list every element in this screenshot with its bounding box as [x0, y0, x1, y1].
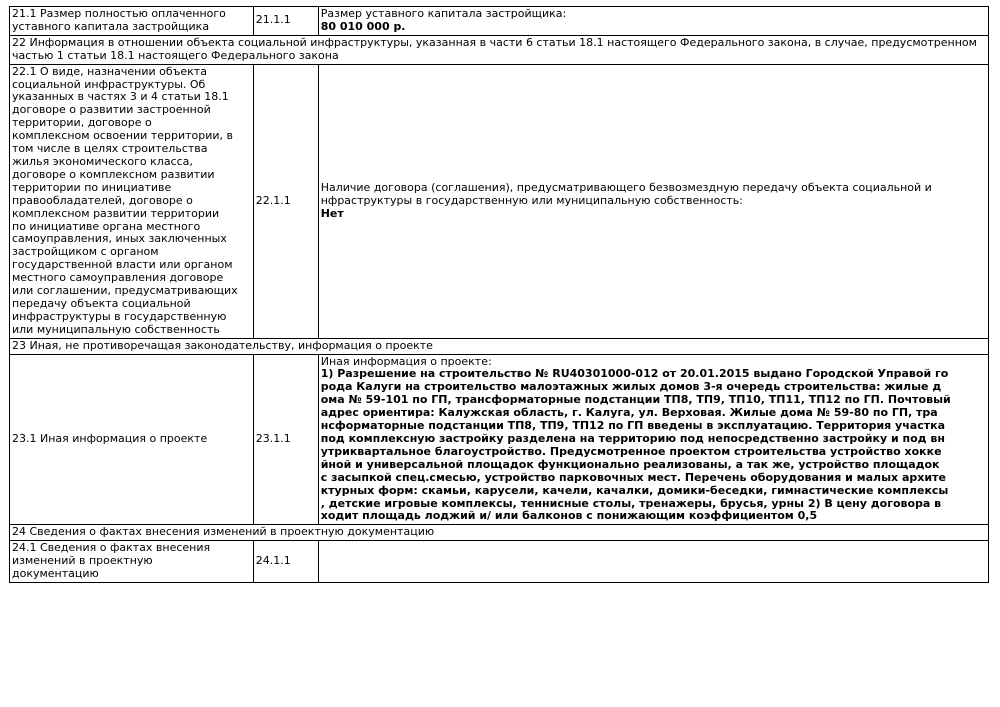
row-code: 21.1.1	[253, 7, 318, 36]
row-code: 22.1.1	[253, 64, 318, 338]
table-row-22-1	[10, 64, 989, 338]
row-value-cell	[318, 354, 988, 525]
section-header-row-23	[10, 338, 989, 354]
value-title: Размер уставного капитала застройщика:	[320, 7, 567, 20]
row-label: 21.1 Размер полностью оплаченного уставного капитала застройщика	[10, 7, 254, 36]
row-code: 23.1.1	[253, 354, 318, 525]
table-row-24-1	[10, 541, 989, 583]
section-header-row-22	[10, 35, 989, 64]
value-text: Нет	[320, 206, 344, 220]
row-label: 23.1 Иная информация о проекте	[10, 354, 254, 525]
row-label: 22.1 О виде, назначении объекта социальной инфраструктуры. Об указанных в частях 3 и 4 статьи 18.1 договоре о развитии застроенной территории, договоре о комплексном освоении территории, в том числе в целях строительства жилья экономического класса, договоре о комплексном развитии территории по инициативе правообладателей, договоре о комплексном развитии территории по инициативе органа местного самоуправления, иных заключенных застройщиком с органом государственной власти или органом местного самоуправления договоре или соглашении, предусматривающих передачу объекта социальной инфраструктуры в государственную или муниципальную собственность	[10, 64, 254, 338]
table-row-23-1	[10, 354, 989, 525]
value-title: Иная информация о проекте:	[320, 354, 492, 368]
section-header: 22 Информация в отношении объекта социальной инфраструктуры, указанная в части 6 статьи 18.1 настоящего Федерального закона, в случае, предусмотренном частью 1 статьи 18.1 настоящего Федерального закона	[10, 35, 989, 64]
table-row-21-1	[10, 7, 989, 36]
row-value-cell	[318, 7, 988, 36]
project-declaration-table	[9, 6, 989, 583]
row-value-cell	[318, 541, 988, 583]
disclosure-document	[9, 6, 989, 583]
value-text: 1) Разрешение на строительство № RU40301000-012 от 20.01.2015 выдано Городской Управой го рода Калуги на строительство малоэтажных жилых домов 3-я очередь строительства: жилые д ома № 59-101 по ГП, трансформаторные подстанции ТП8, ТП9, ТП10, ТП11, ТП12 по ГП. Почтовый адрес ориентира: Калужская область, г. Калуга, ул. Верховая. Жилые дома № 59-80 по ГП, тра нсформаторные подстанции ТП8, ТП9, ТП12 по ГП введены в эксплуатацию. Территория участка под комплексную застройку разделена на территорию под непосредственно застройку и под вн утриквартальное благоустройство. Предусмотренное проектом строительства устройство хокке йной и универсальной площадок функционально реализованы, а так же, устройство площадок с засыпкой спец.смесью, устройство парковочных мест. Перечень оборудования и малых архите ктурных форм: скамьи, карусели, качели, качалки, домики-беседки, гимнастические комплексы , детские игровые комплексы, теннисные столы, тренажеры, брусья, урны 2) В цену договора в ходит площадь лоджий и/ или балконов с понижающим коэффициентом 0,5	[320, 367, 951, 523]
row-label: 24.1 Сведения о фактах внесения изменений в проектную документацию	[10, 541, 254, 583]
row-value-cell	[318, 64, 988, 338]
section-header-row-24	[10, 525, 989, 541]
row-code: 24.1.1	[253, 541, 318, 583]
section-header: 24 Сведения о фактах внесения изменений в проектную документацию	[10, 525, 989, 541]
value-title: Наличие договора (соглашения), предусматривающего безвозмездную передачу объекта социальной и нфраструктуры в государственную или муниципальную собственность:	[320, 180, 932, 207]
section-header: 23 Иная, не противоречащая законодательству, информация о проекте	[10, 338, 989, 354]
value-text: 80 010 000 р.	[320, 19, 406, 33]
